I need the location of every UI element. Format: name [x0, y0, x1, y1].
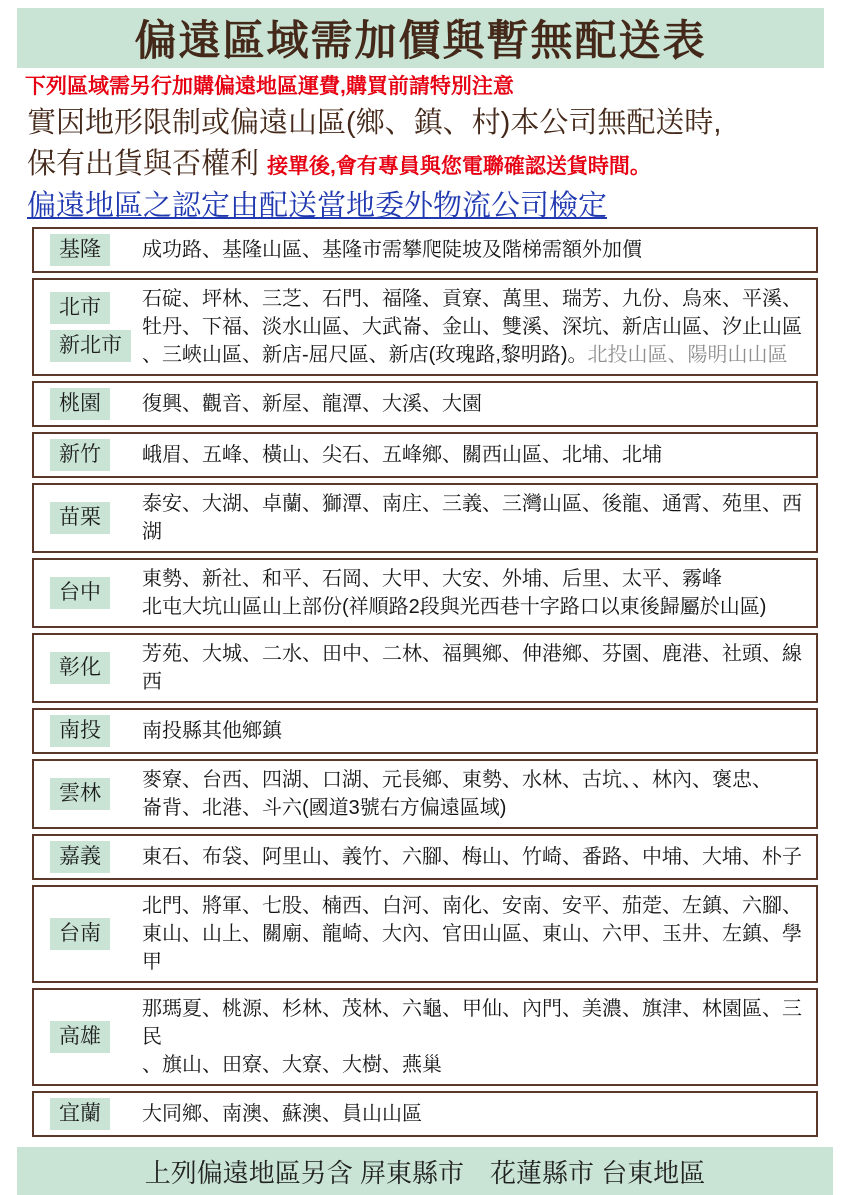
table-row-nantou [32, 708, 818, 754]
region-label: 基隆 [50, 234, 110, 266]
region-areas: 那瑪夏、桃源、杉林、茂林、六龜、甲仙、內門、美濃、旗津、林園區、三民 、旗山、田寮、大寮、大樹、燕巢 [142, 998, 802, 1076]
table-row-taoyuan [32, 381, 818, 427]
surcharge-notice: 下列區域需另行加購偏遠地區運費,購買前請特別注意 [25, 75, 514, 98]
table-row-tainan [32, 885, 818, 983]
table-row-taichung [32, 558, 818, 628]
region-label: 宜蘭 [50, 1098, 110, 1130]
region-label: 新竹 [50, 439, 110, 471]
region-areas: 泰安、大湖、卓蘭、獅潭、南庄、三義、三灣山區、後龍、通霄、苑里、西湖 [142, 493, 802, 543]
footer-note: 上列偏遠地區另含 屏東縣市 花蓮縣市 台東地區 [144, 1157, 706, 1188]
table-row-hsinchu [32, 432, 818, 478]
region-label: 彰化 [50, 652, 110, 684]
region-table [32, 227, 818, 1137]
region-label: 高雄 [50, 1021, 110, 1053]
table-row-yilan [32, 1091, 818, 1137]
region-areas: 北門、將軍、七股、楠西、白河、南化、安南、安平、茄萣、左鎮、六腳、 東山、山上、關廟、龍崎、大內、官田山區、東山、六甲、玉井、左鎮、學甲 [142, 895, 802, 973]
region-label: 桃園 [50, 388, 110, 420]
region-label: 北市 [50, 292, 110, 324]
region-areas: 復興、觀音、新屋、龍潭、大溪、大園 [142, 393, 482, 415]
definition-heading: 偏遠地區之認定由配送當地委外物流公司檢定 [27, 190, 608, 222]
region-label: 南投 [50, 715, 110, 747]
intro-line-2 [27, 144, 850, 187]
region-label: 台中 [50, 577, 110, 609]
table-row-kaohsiung [32, 988, 818, 1086]
region-areas: 東勢、新社、和平、石岡、大甲、大安、外埔、后里、太平、霧峰 北屯大坑山區山上部份(祥順路2段與光西巷十字路口以東後歸屬於山區) [142, 568, 767, 618]
table-row-miaoli [32, 483, 818, 553]
table-row-chiayi [32, 834, 818, 880]
intro-paragraph [27, 103, 850, 187]
gray-note: 北投山區、陽明山山區 [587, 344, 788, 366]
table-row-changhua [32, 633, 818, 703]
title-banner [17, 8, 824, 68]
page-title: 偏遠區域需加價與暫無配送表 [134, 17, 707, 64]
region-areas: 南投縣其他鄉鎮 [142, 720, 282, 742]
region-areas: 大同鄉、南澳、蘇澳、員山山區 [142, 1103, 422, 1125]
table-row-yunlin [32, 759, 818, 829]
region-areas: 成功路、基隆山區、基隆市需攀爬陡坡及階梯需額外加價 [142, 239, 642, 261]
intro-line-1: 實因地形限制或偏遠山區(鄉、鎮、村)本公司無配送時, [27, 107, 722, 139]
region-label: 台南 [50, 918, 110, 950]
confirm-call-note: 接單後,會有專員與您電聯確認送貨時間。 [267, 155, 651, 178]
footer-banner [17, 1147, 833, 1195]
region-label: 雲林 [50, 778, 110, 810]
intro-line-2-black: 保有出貨與否權利 [27, 148, 268, 180]
region-areas: 峨眉、五峰、橫山、尖石、五峰鄉、關西山區、北埔、北埔 [142, 444, 662, 466]
region-label: 苗栗 [50, 502, 110, 534]
region-areas: 麥寮、台西、四湖、口湖、元長鄉、東勢、水林、古坑、、林內、褒忠、 崙背、北港、斗六(國道3號右方偏遠區域) [142, 769, 772, 819]
table-row-keelung [32, 227, 818, 273]
region-areas: 東石、布袋、阿里山、義竹、六腳、梅山、竹崎、番路、中埔、大埔、朴子 [142, 846, 802, 868]
table-row-taipei-newtaipei [32, 278, 818, 376]
region-areas: 芳苑、大城、二水、田中、二林、福興鄉、伸港鄉、芬園、鹿港、社頭、線西 [142, 643, 802, 693]
region-label: 嘉義 [50, 841, 110, 873]
page [0, 8, 850, 1188]
region-label: 新北市 [50, 330, 131, 362]
region-areas: 石碇、坪林、三芝、石門、福隆、貢寮、萬里、瑞芳、九份、烏來、平溪、 牡丹、下福、淡水山區、大武崙、金山、雙溪、深坑、新店山區、汐止山區 、三峽山區、新店-屈尺區、新店(玫瑰路,黎明路)。北投山區、陽明山山區 [142, 288, 802, 366]
